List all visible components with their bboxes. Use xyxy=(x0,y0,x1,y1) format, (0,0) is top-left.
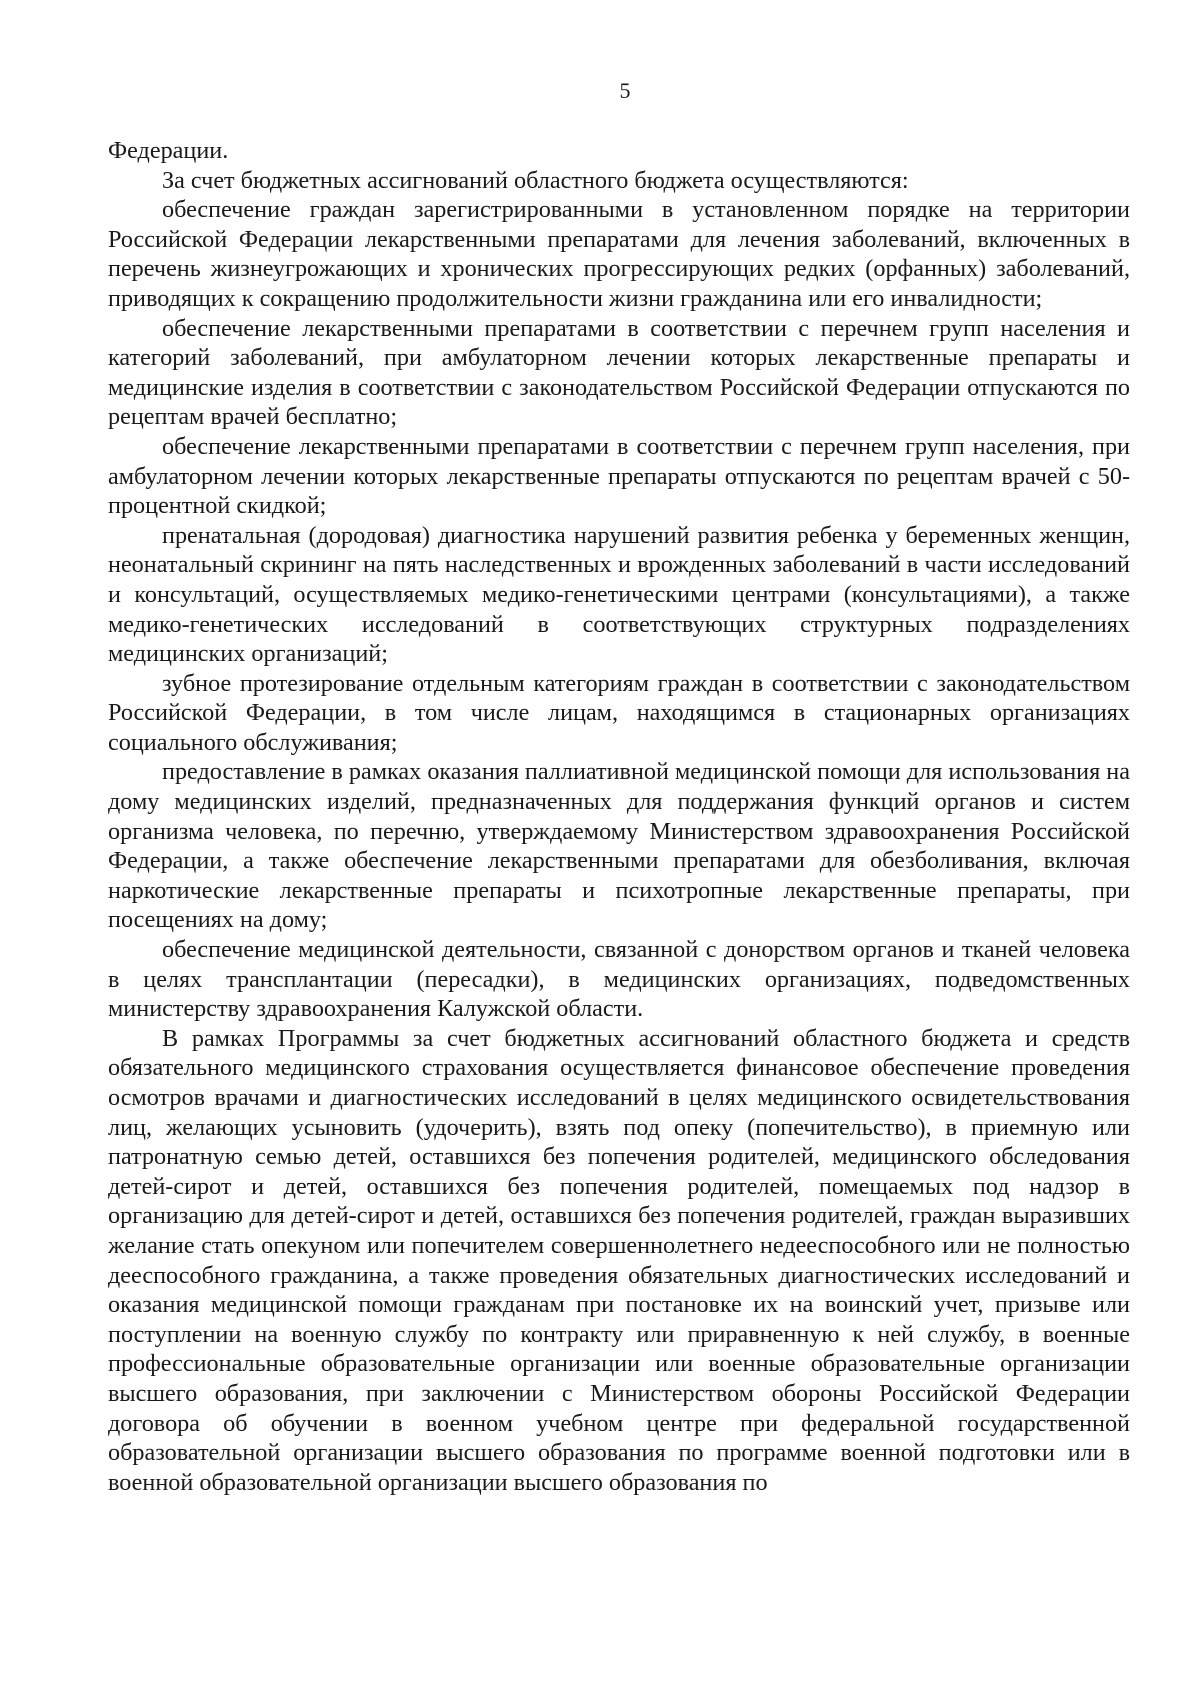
paragraph: пренатальная (дородовая) диагностика нарушений развития ребенка у беременных женщин, неонатальный скрининг на пять наследственных и врожденных заболеваний в части исследований и консультаций, осуществляемых медико-генетическими центрами (консультациями), а также медико-генетических исследований в соответствующих структурных подразделениях медицинских организаций; xyxy=(108,521,1130,668)
paragraph: предоставление в рамках оказания паллиативной медицинской помощи для использования на дому медицинских изделий, предназначенных для поддержания функций органов и систем организма человека, по перечню, утверждаемому Министерством здравоохранения Российской Федерации, а также обеспечение лекарственными препаратами для обезболивания, включая наркотические лекарственные препараты и психотропные лекарственные препараты, при посещениях на дому; xyxy=(108,758,1130,934)
paragraph: обеспечение лекарственными препаратами в соответствии с перечнем групп населения и категорий заболеваний, при амбулаторном лечении которых лекарственные препараты и медицинские изделия в соответствии с законодательством Российской Федерации отпускаются по рецептам врачей бесплатно; xyxy=(108,314,1130,431)
paragraph: обеспечение медицинской деятельности, связанной с донорством органов и тканей человека в целях трансплантации (пересадки), в медицинских организациях, подведомственных министерству здравоохранения Калужской области. xyxy=(108,936,1130,1023)
paragraph: обеспечение граждан зарегистрированными в установленном порядке на территории Российской Федерации лекарственными препаратами для лечения заболеваний, включенных в перечень жизнеугрожающих и хронических прогрессирующих редких (орфанных) заболеваний, приводящих к сокращению продолжительности жизни гражданина или его инвалидности; xyxy=(108,196,1130,312)
paragraph: обеспечение лекарственными препаратами в соответствии с перечнем групп населения, при амбулаторном лечении которых лекарственные препараты отпускаются по рецептам врачей с 50-процентной скидкой; xyxy=(108,432,1130,520)
document-body xyxy=(108,136,1130,1497)
paragraph: В рамках Программы за счет бюджетных ассигнований областного бюджета и средств обязательного медицинского страхования осуществляется финансовое обеспечение проведения осмотров врачами и диагностических исследований в целях медицинского освидетельствования лиц, желающих усыновить (удочерить), взять под опеку (попечительство), в приемную или патронатную семью детей, оставшихся без попечения родителей, медицинского обследования детей-сирот и детей, оставшихся без попечения родителей, помещаемых под надзор в организацию для детей-сирот и детей, оставшихся без попечения родителей, граждан выразивших желание стать опекуном или попечителем совершеннолетнего недееспособного или не полностью дееспособного гражданина, а также проведения обязательных диагностических исследований и оказания медицинской помощи гражданам при постановке их на воинский учет, призыве или поступлении на военную службу по контракту или приравненную к ней службу, в военные профессиональные образовательные организации или военные образовательные организации высшего образования, при заключении с Министерством обороны Российской Федерации договора об обучении в военном учебном центре при федеральной государственной образовательной организации высшего образования по программе военной подготовки или в военной образовательной организации высшего образования по xyxy=(108,1024,1130,1496)
paragraph: Федерации. xyxy=(108,137,229,164)
paragraph: зубное протезирование отдельным категориям граждан в соответствии с законодательством Российской Федерации, в том числе лицам, находящимся в стационарных организациях социального обслуживания; xyxy=(108,669,1130,756)
page-number: 5 xyxy=(619,78,631,103)
paragraph: За счет бюджетных ассигнований областного бюджета осуществляются: xyxy=(162,166,909,194)
